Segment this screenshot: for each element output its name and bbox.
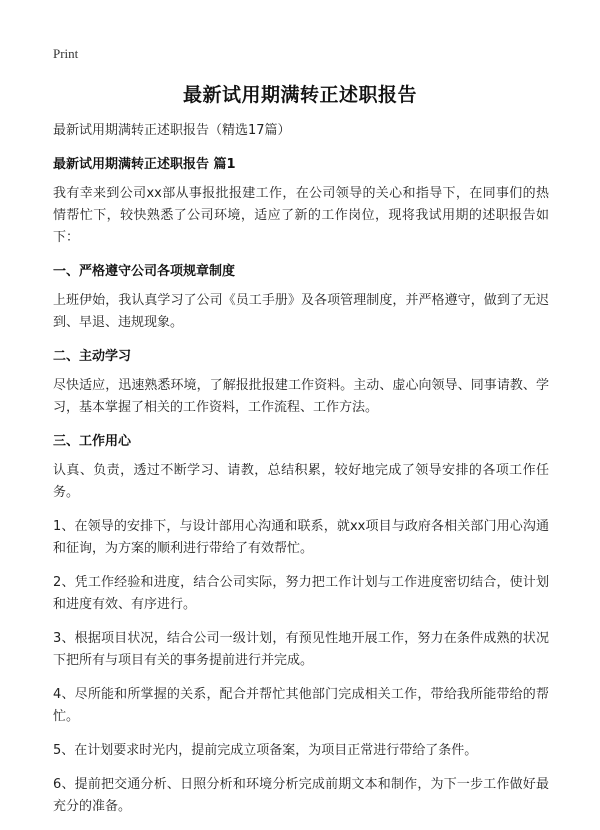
- list-item: 1、在领导的安排下，与设计部用心沟通和联系，就xx项目与政府各相关部门用心沟通和征询，为方案的顺利进行带给了有效帮忙。: [53, 519, 549, 556]
- section-heading-learning: 二、主动学习: [53, 349, 132, 364]
- document-body: [53, 120, 549, 830]
- section-body-diligence: 认真、负责，透过不断学习、请教，总结积累，较好地完成了领导安排的各项工作任务。: [53, 463, 549, 500]
- list-item: 2、凭工作经验和进度，结合公司实际，努力把工作计划与工作进度密切结合，使计划和进度有效、有序进行。: [53, 575, 549, 612]
- article-title: 最新试用期满转正述职报告 篇1: [53, 157, 236, 172]
- document-subtitle: 最新试用期满转正述职报告（精选17篇）: [53, 123, 291, 138]
- section-body-learning: 尽快适应，迅速熟悉环境，了解报批报建工作资料。主动、虚心向领导、同事请教、学习，基本掌握了相关的工作资料，工作流程、工作方法。: [53, 378, 549, 415]
- list-item: 5、在计划要求时光内，提前完成立项备案，为项目正常进行带给了条件。: [53, 743, 478, 758]
- section-body-rules: 上班伊始，我认真学习了公司《员工手册》及各项管理制度，并严格遵守，做到了无迟到、早退、违规现象。: [53, 293, 549, 330]
- intro-paragraph: 我有幸来到公司xx部从事报批报建工作，在公司领导的关心和指导下，在同事们的热情帮忙下，较快熟悉了公司环境，适应了新的工作岗位，现将我试用期的述职报告如下：: [53, 186, 549, 245]
- section-heading-rules: 一、严格遵守公司各项规章制度: [53, 264, 236, 279]
- list-item: 3、根据项目状况，结合公司一级计划，有预见性地开展工作，努力在条件成熟的状况下把所有与项目有关的事务提前进行并完成。: [53, 631, 549, 668]
- print-label[interactable]: Print: [53, 46, 79, 61]
- list-item: 4、尽所能和所掌握的关系，配合并帮忙其他部门完成相关工作，带给我所能带给的帮忙。: [53, 687, 549, 724]
- section-heading-diligence: 三、工作用心: [53, 434, 132, 449]
- document-title: 最新试用期满转正述职报告: [182, 84, 417, 106]
- list-item: 6、提前把交通分析、日照分析和环境分析完成前期文本和制作，为下一步工作做好最充分的准备。: [53, 777, 549, 814]
